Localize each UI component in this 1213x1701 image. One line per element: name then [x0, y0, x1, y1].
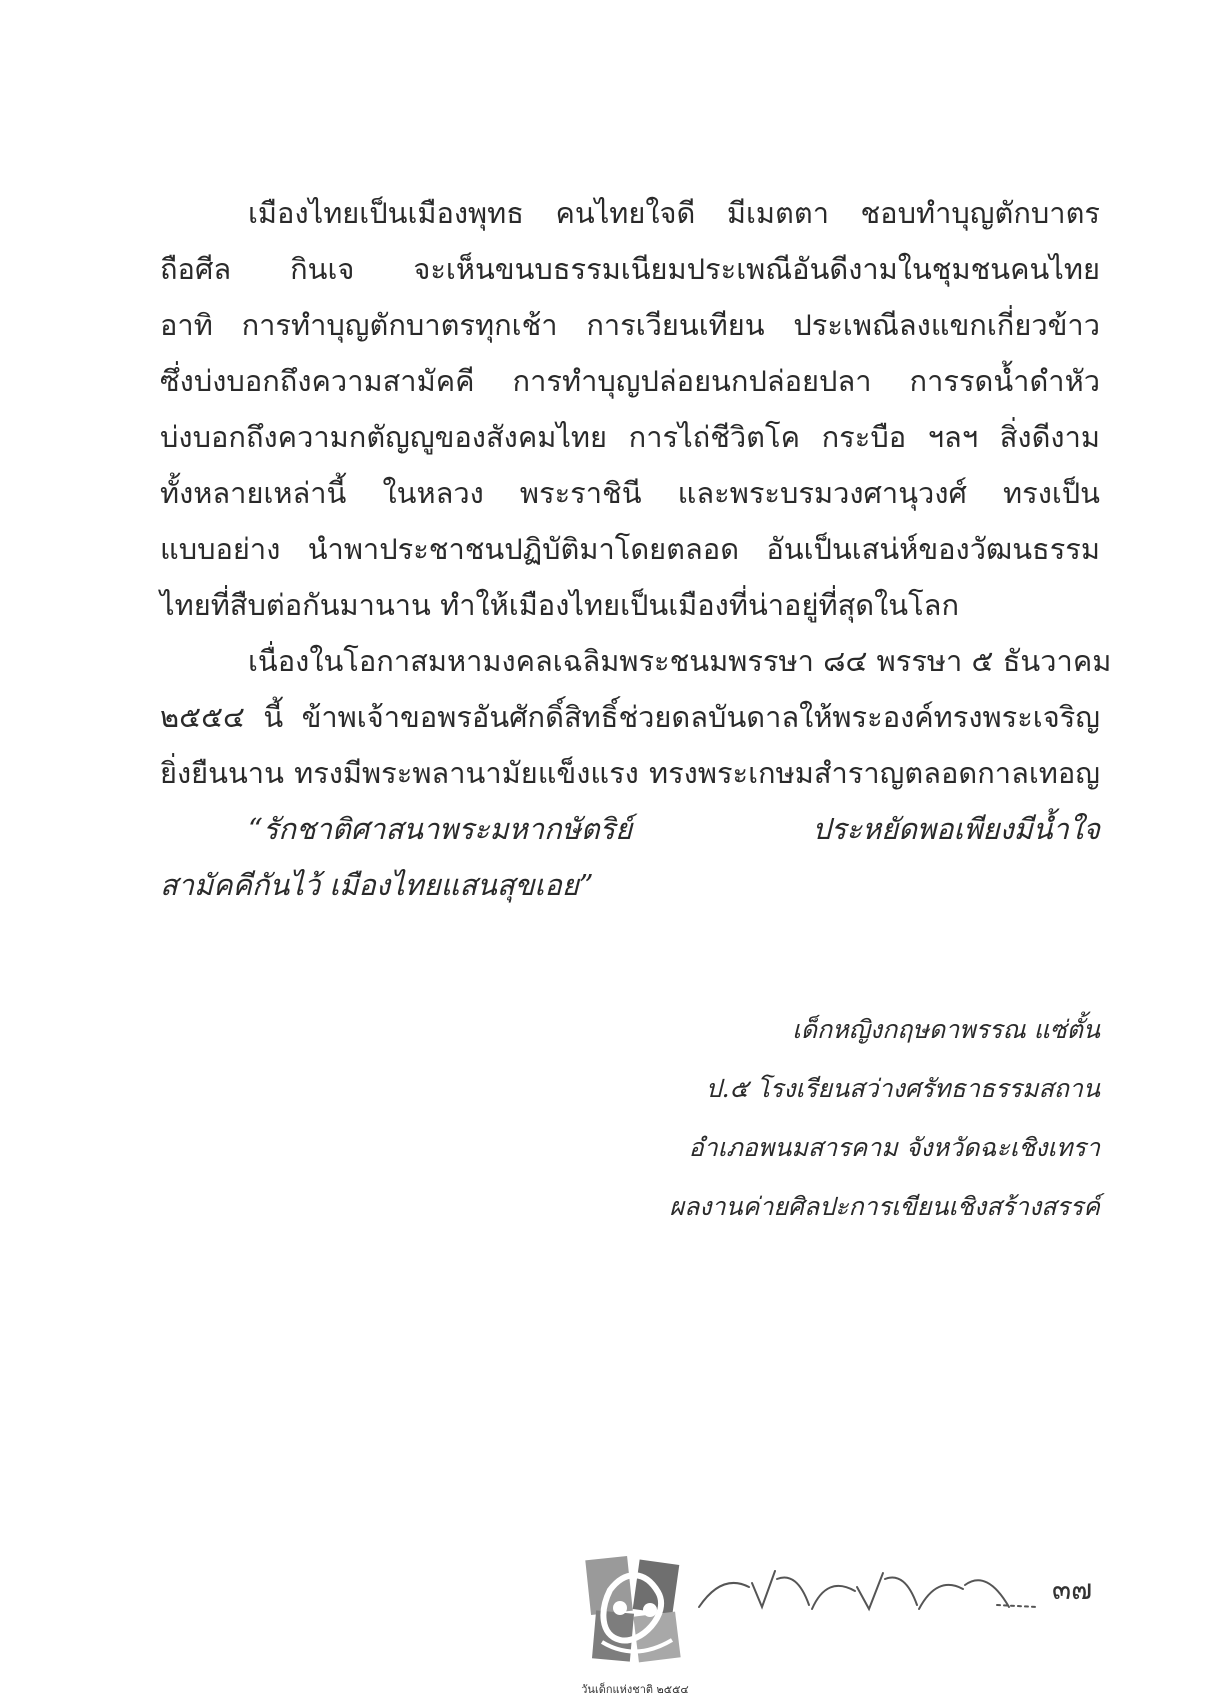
essay-body [160, 185, 1112, 913]
logo-caption: วันเด็กแห่งชาติ ๒๕๕๔ [581, 1683, 689, 1696]
text-line: แบบอย่าง นำพาประชาชนปฏิบัติมาโดยตลอด อันเป็นเสน่ห์ของวัฒนธรรม [160, 532, 1100, 566]
text-line: ทั้งหลายเหล่านี้ ในหลวง พระราชินี และพระบรมวงศานุวงศ์ ทรงเป็น [160, 476, 1100, 510]
author-district: อำเภอพนมสารคาม จังหวัดฉะเชิงเทรา [688, 1133, 1100, 1162]
author-school: ป.๕ โรงเรียนสว่างศรัทธาธรรมสถาน [705, 1074, 1100, 1103]
page-number: ๓๗ [1052, 1573, 1093, 1606]
author-name: เด็กหญิงกฤษดาพรรณ แซ่ตั้น [792, 1015, 1100, 1044]
text-line: ๒๕๕๔ นี้ ข้าพเจ้าขอพรอันศักดิ์สิทธิ์ช่วยดลบันดาลให้พระองค์ทรงพระเจริญ [160, 700, 1100, 734]
text-line: ถือศีล กินเจ จะเห็นขนบธรรมเนียมประเพณีอันดีงามในชุมชนคนไทย [160, 252, 1100, 286]
text-line: ไทยที่สืบต่อกันมานาน ทำให้เมืองไทยเป็นเมืองที่น่าอยู่ที่สุดในโลก [160, 588, 960, 622]
text-line: บ่งบอกถึงความกตัญญูของสังคมไทย การไถ่ชีวิตโค กระบือ ฯลฯ สิ่งดีงาม [160, 420, 1100, 454]
text-line: ซึ่งบ่งบอกถึงความสามัคคี การทำบุญปล่อยนกปล่อยปลา การรดน้ำดำหัว [160, 364, 1100, 398]
author-signature [500, 1000, 1100, 1236]
motto-line: “รักชาติศาสนาพระมหากษัตริย์ ประหยัดพอเพียงมีน้ำใจ [248, 812, 1100, 846]
text-line: ยิ่งยืนนาน ทรงมีพระพลานามัยแข็งแรง ทรงพระเกษมสำราญตลอดกาลเทอญ [160, 756, 1100, 790]
author-project: ผลงานค่ายศิลปะการเขียนเชิงสร้างสรรค์ [669, 1192, 1100, 1221]
children-day-logo-icon [580, 1550, 690, 1675]
text-line: เนื่องในโอกาสมหามงคลเฉลิมพระชนมพรรษา ๘๔ พรรษา ๕ ธันวาคม [248, 644, 1112, 678]
swirl-decoration-icon [697, 1565, 1047, 1615]
motto-line: สามัคคีกันไว้ เมืองไทยแสนสุขเอย” [160, 868, 594, 902]
text-line: อาทิ การทำบุญตักบาตรทุกเช้า การเวียนเทียน ประเพณีลงแขกเกี่ยวข้าว [160, 308, 1100, 342]
text-line: เมืองไทยเป็นเมืองพุทธ คนไทยใจดี มีเมตตา ชอบทำบุญตักบาตร [248, 196, 1100, 230]
